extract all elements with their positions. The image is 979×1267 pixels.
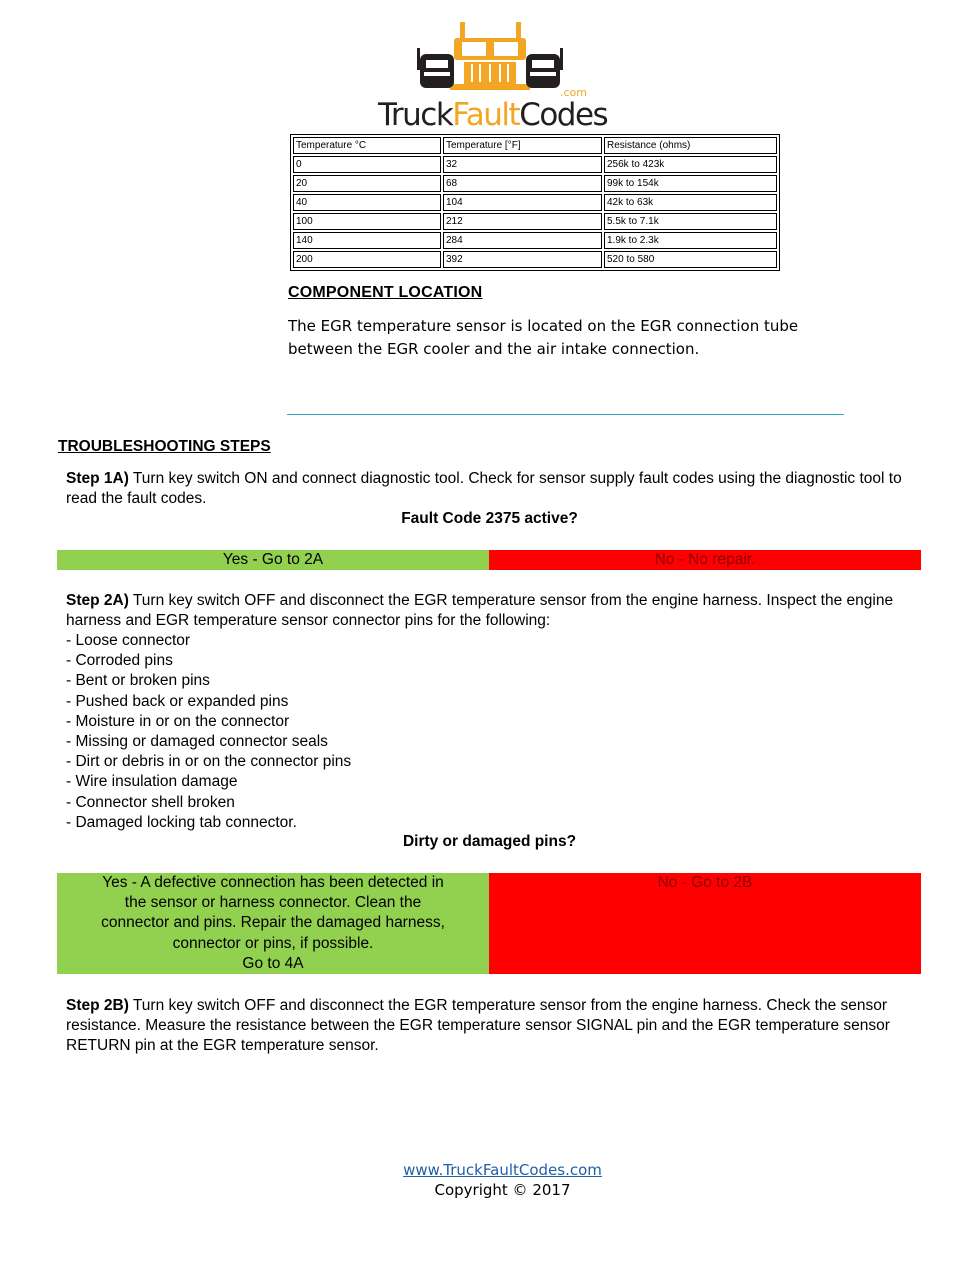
table-cell: 284: [443, 232, 602, 249]
table-cell: 5.5k to 7.1k: [604, 213, 777, 230]
table-row: [293, 194, 777, 211]
table-row: [293, 232, 777, 249]
list-item: - Connector shell broken: [66, 793, 235, 811]
list-item: - Missing or damaged connector seals: [66, 733, 328, 751]
list-item: - Loose connector: [66, 632, 191, 649]
step-1a-text: [66, 469, 906, 509]
step-1a-question: Fault Code 2375 active?: [401, 510, 578, 527]
table-header-cell: Temperature [°F]: [443, 137, 602, 154]
step-2a-question: Dirty or damaged pins?: [402, 833, 577, 850]
table-cell: 104: [443, 194, 602, 211]
footer-copyright: Copyright © 2017: [434, 1181, 571, 1199]
table-cell: 256k to 423k: [604, 156, 777, 173]
table-cell: 42k to 63k: [604, 194, 777, 211]
truckfaultcodes-logo: [378, 20, 608, 133]
table-cell: 100: [293, 213, 441, 230]
list-item: - Bent or broken pins: [66, 672, 210, 690]
step-1a-label: Step 1A): [66, 470, 129, 487]
list-item: - Pushed back or expanded pins: [66, 692, 289, 710]
section-divider: [287, 414, 844, 415]
table-header-cell: Temperature °C: [293, 137, 441, 154]
logo-wordmark: TruckFaultCodes: [378, 97, 608, 133]
table-cell: 99k to 154k: [604, 175, 777, 192]
step-2a-answers: [57, 873, 921, 974]
list-item: - Wire insulation damage: [66, 773, 238, 791]
step-2b-label: Step 2B): [66, 997, 129, 1014]
step-2a-no-answer: No - Go to 2B: [489, 873, 921, 974]
component-location-text: The EGR temperature sensor is located on the EGR connection tube between the EGR cooler and the air intake connection.: [288, 317, 799, 358]
table-cell: 200: [293, 251, 441, 268]
table-cell: 20: [293, 175, 441, 192]
table-row: [293, 175, 777, 192]
table-cell: 1.9k to 2.3k: [604, 232, 777, 249]
step-1a-yes-answer: Yes - Go to 2A: [57, 550, 489, 570]
step-1a-body: Turn key switch ON and connect diagnostic tool. Check for sensor supply fault codes using the diagnostic tool to read the fault codes.: [66, 470, 902, 508]
list-item: - Dirt or debris in or on the connector pins: [66, 753, 352, 771]
truck-icon: [414, 20, 564, 96]
table-row: [293, 156, 777, 173]
table-cell: 0: [293, 156, 441, 173]
troubleshooting-heading: TROUBLESHOOTING STEPS: [58, 438, 271, 455]
table-cell: 40: [293, 194, 441, 211]
list-item: - Corroded pins: [66, 652, 173, 670]
table-cell: 520 to 580: [604, 251, 777, 268]
table-cell: 32: [443, 156, 602, 173]
table-cell: 392: [443, 251, 602, 268]
table-cell: 68: [443, 175, 602, 192]
table-row: [293, 213, 777, 230]
resistance-table: [290, 134, 780, 271]
footer-website-link[interactable]: www.TruckFaultCodes.com: [403, 1161, 602, 1179]
step-2a-text: [66, 591, 906, 631]
step-2b-text: [66, 996, 906, 1057]
step-2a-checklist: [66, 631, 906, 833]
table-cell: 140: [293, 232, 441, 249]
list-item: - Moisture in or on the connector: [66, 712, 290, 730]
step-2a-yes-answer: Yes - A defective connection has been detected in the sensor or harness connector. Clean the connector and pins. Repair the damaged harness, connector or pins, if possible. Go to 4A: [57, 873, 489, 974]
step-1a-answers: [57, 550, 921, 570]
table-header-row: [293, 137, 777, 154]
step-2b-body: Turn key switch OFF and disconnect the EGR temperature sensor from the engine harness. Check the sensor resistance. Measure the resistance between the EGR temperature sensor SIGNAL pin and the EGR temperature sensor RETURN pin at the EGR temperature sensor.: [66, 997, 890, 1055]
table-row: [293, 251, 777, 268]
list-item: - Damaged locking tab connector.: [66, 813, 297, 831]
step-1a-no-answer: No - No repair.: [489, 550, 921, 570]
step-2a-label: Step 2A): [66, 592, 129, 609]
table-cell: 212: [443, 213, 602, 230]
component-location-heading: COMPONENT LOCATION: [288, 284, 483, 301]
step-2a-body: Turn key switch OFF and disconnect the EGR temperature sensor from the engine harness. Inspect the engine harness and EGR temperature sensor connector pins for the following:: [66, 592, 894, 630]
logo-com-text: .com: [560, 86, 587, 99]
table-header-cell: Resistance (ohms): [604, 137, 777, 154]
